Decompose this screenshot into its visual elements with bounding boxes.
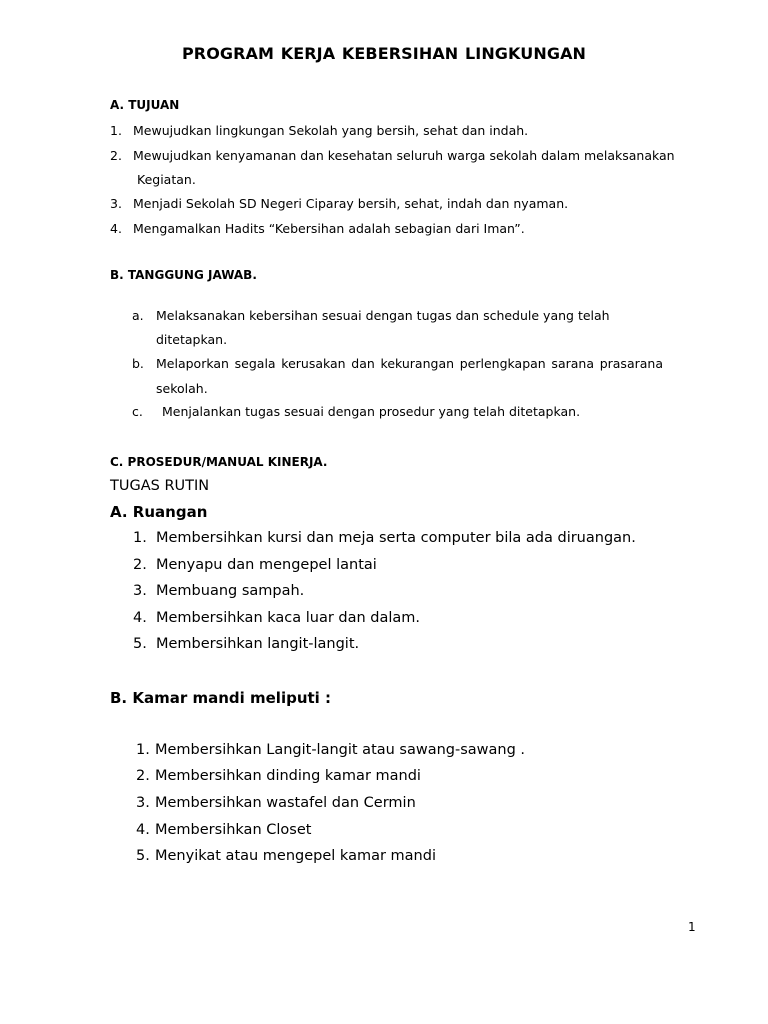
- ruangan-item-2: [133, 557, 377, 573]
- ruangan-item-5: [133, 636, 359, 652]
- list-number: 1.: [133, 530, 147, 546]
- list-number: 3.: [133, 583, 147, 599]
- list-item-text: Membersihkan dinding kamar mandi: [155, 768, 421, 784]
- tujuan-item-2: [110, 148, 675, 163]
- tujuan-item-4: [110, 221, 525, 236]
- list-item-text: Membersihkan kursi dan meja serta computer bila ada diruangan.: [156, 530, 636, 546]
- tujuan-item-2-continuation: Kegiatan.: [137, 172, 196, 187]
- list-letter: a.: [132, 308, 144, 323]
- list-letter: b.: [132, 356, 144, 371]
- list-item-text: Menjadi Sekolah SD Negeri Ciparay bersih, sehat, indah dan nyaman.: [133, 196, 569, 211]
- section-a-heading: A. TUJUAN: [110, 98, 180, 112]
- tujuan-item-1: [110, 123, 528, 138]
- list-item-text: Menyapu dan mengepel lantai: [156, 557, 377, 573]
- list-item-text: Membersihkan kaca luar dan dalam.: [156, 610, 421, 626]
- ruangan-item-1: [133, 530, 636, 546]
- kamar-mandi-item-3: [136, 795, 416, 811]
- tanggung-jawab-item-b: [132, 356, 663, 371]
- list-number: 3.: [136, 795, 150, 811]
- list-item-text: Menyikat atau mengepel kamar mandi: [155, 848, 436, 864]
- kamar-mandi-heading: B. Kamar mandi meliputi :: [110, 689, 332, 707]
- list-number: 2.: [136, 768, 150, 784]
- list-number: 5.: [136, 848, 150, 864]
- list-number: 4.: [110, 221, 122, 236]
- ruangan-item-4: [133, 610, 420, 626]
- list-item-text: Membersihkan Closet: [155, 822, 312, 838]
- list-number: 4.: [136, 822, 150, 838]
- document-title: PROGRAM KERJA KEBERSIHAN LINGKUNGAN: [181, 44, 587, 63]
- list-item-text: Mewujudkan lingkungan Sekolah yang bersih, sehat dan indah.: [133, 123, 529, 138]
- page-number: 1: [688, 920, 696, 934]
- list-number: 2.: [110, 148, 122, 163]
- list-item-text: Membuang sampah.: [156, 583, 305, 599]
- tanggung-jawab-item-c: [132, 404, 580, 419]
- kamar-mandi-item-5: [136, 848, 436, 864]
- section-b-heading: B. TANGGUNG JAWAB.: [110, 268, 257, 282]
- kamar-mandi-item-4: [136, 822, 311, 838]
- list-item-text: Mengamalkan Hadits “Kebersihan adalah sebagian dari Iman”.: [133, 221, 525, 236]
- list-item-text: Membersihkan Langit-langit atau sawang-sawang .: [155, 742, 526, 758]
- list-number: 1.: [110, 123, 122, 138]
- tanggung-jawab-item-a: [132, 308, 610, 323]
- list-item-text: Menjalankan tugas sesuai dengan prosedur yang telah ditetapkan.: [162, 404, 581, 419]
- list-number: 4.: [133, 610, 147, 626]
- section-c-heading: C. PROSEDUR/MANUAL KINERJA.: [110, 455, 328, 469]
- kamar-mandi-item-1: [136, 742, 525, 758]
- list-number: 1.: [136, 742, 150, 758]
- list-number: 5.: [133, 636, 147, 652]
- list-item-text: Melaksanakan kebersihan sesuai dengan tugas dan schedule yang telah: [156, 308, 610, 323]
- tanggung-jawab-item-a-continuation: ditetapkan.: [156, 332, 228, 347]
- tujuan-item-3: [110, 196, 568, 211]
- tugas-rutin-label: TUGAS RUTIN: [110, 478, 210, 494]
- list-letter: c.: [132, 404, 143, 419]
- ruangan-heading: A. Ruangan: [110, 503, 208, 521]
- kamar-mandi-item-2: [136, 768, 421, 784]
- list-item-text: Membersihkan langit-langit.: [156, 636, 360, 652]
- list-number: 3.: [110, 196, 122, 211]
- list-number: 2.: [133, 557, 147, 573]
- list-item-text: Mewujudkan kenyamanan dan kesehatan seluruh warga sekolah dalam melaksanakan: [133, 148, 675, 163]
- ruangan-item-3: [133, 583, 304, 599]
- tanggung-jawab-item-b-continuation: sekolah.: [156, 381, 208, 396]
- list-item-text: Melaporkan segala kerusakan dan kekurangan perlengkapan sarana prasarana: [156, 356, 663, 371]
- list-item-text: Membersihkan wastafel dan Cermin: [155, 795, 416, 811]
